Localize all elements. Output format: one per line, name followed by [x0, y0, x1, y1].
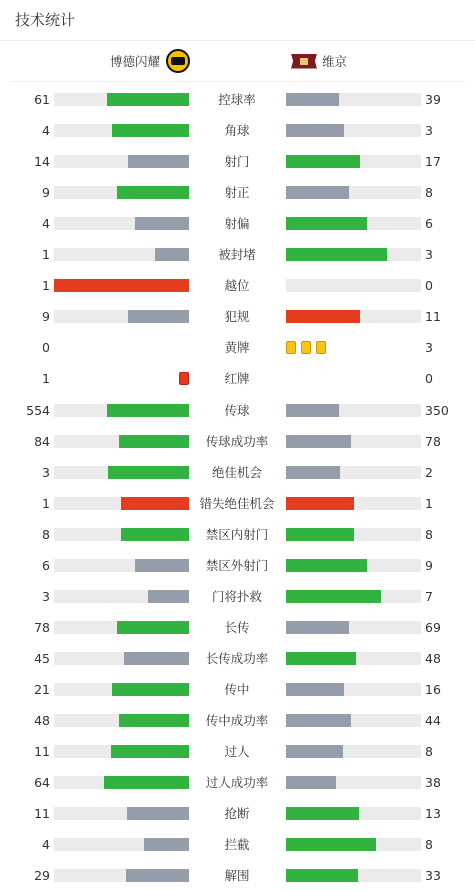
away-stat-bar-fill — [286, 155, 360, 168]
home-stat-bar-fill — [117, 621, 189, 634]
away-stat-bar-fill — [286, 590, 381, 603]
stat-label: 角球 — [224, 123, 250, 139]
stat-row — [0, 488, 475, 519]
home-stat-bar-fill — [126, 869, 189, 882]
away-stat-bar-fill — [286, 714, 351, 727]
home-cards — [174, 372, 189, 385]
away-stat-bar-fill — [286, 124, 344, 137]
away-stat-bar-fill — [286, 807, 359, 820]
away-stat-bar — [286, 93, 421, 106]
home-stat-bar — [54, 155, 189, 168]
home-stat-value: 3 — [42, 464, 50, 480]
away-stat-bar — [286, 124, 421, 137]
home-stat-value: 3 — [42, 588, 50, 604]
away-stat-value: 350 — [425, 402, 449, 418]
stat-label: 传中成功率 — [205, 713, 269, 728]
stat-label: 传中 — [224, 681, 250, 697]
away-stat-value: 0 — [425, 278, 433, 294]
stat-row — [0, 208, 475, 239]
home-stat-bar-fill — [135, 217, 189, 230]
home-team-crest-icon — [166, 49, 190, 73]
red-card-icon — [179, 372, 189, 385]
stat-label: 黄牌 — [224, 340, 250, 356]
stat-label: 红牌 — [224, 371, 250, 387]
home-stat-value: 21 — [34, 681, 50, 697]
home-stat-bar — [54, 652, 189, 665]
away-stat-bar — [286, 528, 421, 541]
home-stat-bar-fill — [119, 714, 189, 727]
stat-label: 抢断 — [224, 806, 250, 822]
away-stat-value: 2 — [425, 464, 433, 480]
stat-row — [0, 332, 475, 363]
home-stat-bar — [54, 186, 189, 199]
home-team-name: 博德闪耀 — [109, 54, 160, 69]
home-stat-bar — [54, 807, 189, 820]
away-stat-bar-fill — [286, 93, 339, 106]
away-stat-value: 8 — [425, 837, 433, 853]
away-stat-bar — [286, 466, 421, 479]
home-stat-bar — [54, 745, 189, 758]
stat-row — [0, 612, 475, 643]
home-stat-value: 4 — [42, 216, 50, 232]
away-team-crest-icon — [291, 54, 317, 69]
home-stat-value: 29 — [34, 868, 50, 884]
home-stat-bar-fill — [148, 590, 189, 603]
stat-label: 禁区外射门 — [205, 557, 269, 573]
home-stat-bar-fill — [127, 807, 189, 820]
away-stat-value: 3 — [425, 247, 433, 263]
home-stat-value: 1 — [42, 247, 50, 263]
away-stat-bar — [286, 217, 421, 230]
stat-label: 长传 — [224, 619, 250, 635]
home-stat-value: 8 — [42, 526, 50, 542]
away-stat-value: 13 — [425, 806, 441, 822]
home-stat-bar — [54, 621, 189, 634]
stat-row — [0, 363, 475, 394]
away-stat-bar — [286, 714, 421, 727]
away-stat-bar-fill — [286, 186, 349, 199]
away-stat-value: 8 — [425, 744, 433, 760]
stat-label: 门将扑救 — [211, 588, 262, 604]
away-stat-value: 6 — [425, 216, 433, 232]
away-team — [291, 49, 347, 73]
away-stat-bar — [286, 559, 421, 572]
away-stat-value: 0 — [425, 371, 433, 387]
away-stat-bar — [286, 497, 421, 510]
away-stat-value: 69 — [425, 619, 441, 635]
home-stat-bar-fill — [112, 683, 189, 696]
home-stat-value: 11 — [34, 806, 50, 822]
stat-row — [0, 395, 475, 426]
home-stat-value: 4 — [42, 837, 50, 853]
home-stat-bar — [54, 869, 189, 882]
home-stat-value: 9 — [42, 309, 50, 325]
stat-row — [0, 457, 475, 488]
home-stat-bar-fill — [144, 838, 189, 851]
home-stat-value: 6 — [42, 557, 50, 573]
home-stat-value: 84 — [34, 433, 50, 449]
stat-label: 拦截 — [224, 837, 250, 853]
stat-row — [0, 829, 475, 860]
away-stat-value: 44 — [425, 713, 441, 728]
home-stat-bar — [54, 590, 189, 603]
away-stat-value: 78 — [425, 433, 441, 449]
stat-row — [0, 177, 475, 208]
away-stat-value: 38 — [425, 775, 441, 791]
stat-label: 控球率 — [218, 92, 256, 107]
away-stat-bar — [286, 745, 421, 758]
stat-label: 过人成功率 — [205, 775, 269, 791]
stat-row — [0, 84, 475, 115]
home-stat-value: 11 — [34, 744, 50, 760]
home-stat-bar-fill — [128, 310, 189, 323]
away-stat-value: 8 — [425, 526, 433, 542]
away-stat-value: 9 — [425, 557, 433, 573]
stat-label: 解围 — [224, 868, 250, 884]
away-stat-value: 3 — [425, 123, 433, 139]
away-team-name: 维京 — [322, 54, 348, 69]
home-stat-bar — [54, 559, 189, 572]
home-stat-bar — [54, 279, 189, 292]
away-stat-bar — [286, 590, 421, 603]
home-stat-bar-fill — [111, 745, 189, 758]
home-stat-value: 4 — [42, 123, 50, 139]
away-stat-bar-fill — [286, 776, 336, 789]
away-stat-bar — [286, 186, 421, 199]
away-stat-bar-fill — [286, 248, 387, 261]
home-stat-bar — [54, 93, 189, 106]
stat-label: 被封堵 — [218, 247, 256, 263]
home-stat-bar — [54, 404, 189, 417]
home-stat-bar — [54, 124, 189, 137]
home-stat-bar — [54, 466, 189, 479]
stat-label: 过人 — [224, 744, 250, 760]
away-stat-value: 3 — [425, 340, 433, 356]
away-stat-bar — [286, 683, 421, 696]
stat-row — [0, 519, 475, 550]
stat-label: 射偏 — [224, 216, 250, 232]
away-stat-bar-fill — [286, 838, 376, 851]
home-stat-bar — [54, 838, 189, 851]
stat-label: 传球成功率 — [205, 433, 269, 449]
away-stat-value: 11 — [425, 309, 441, 325]
stat-row — [0, 767, 475, 798]
away-stat-value: 33 — [425, 868, 441, 884]
stat-row — [0, 550, 475, 581]
away-stat-bar — [286, 621, 421, 634]
away-stat-value: 7 — [425, 588, 433, 604]
away-stat-bar — [286, 404, 421, 417]
stat-row — [0, 581, 475, 612]
teams-row — [10, 41, 465, 82]
away-stat-bar-fill — [286, 217, 367, 230]
home-stat-value: 14 — [34, 154, 50, 170]
home-stat-bar — [54, 776, 189, 789]
away-stat-bar-fill — [286, 497, 354, 510]
stat-row — [0, 239, 475, 270]
away-stat-bar-fill — [286, 621, 349, 634]
home-stat-bar-fill — [128, 155, 189, 168]
home-stat-bar — [54, 217, 189, 230]
home-stat-value: 61 — [34, 92, 50, 107]
home-stat-value: 1 — [42, 371, 50, 387]
away-stat-bar-fill — [286, 869, 358, 882]
away-stat-bar-fill — [286, 528, 354, 541]
stat-row — [0, 115, 475, 146]
home-stat-bar-fill — [121, 528, 189, 541]
stat-row — [0, 860, 475, 891]
stat-row — [0, 643, 475, 674]
away-stat-bar — [286, 869, 421, 882]
home-stat-value: 1 — [42, 278, 50, 294]
home-stat-bar — [54, 683, 189, 696]
home-stat-value: 45 — [34, 650, 50, 666]
away-stat-bar — [286, 279, 421, 292]
home-stat-bar-fill — [121, 497, 189, 510]
stat-row — [0, 270, 475, 301]
home-stat-bar-fill — [107, 93, 189, 106]
home-stat-bar-fill — [54, 279, 189, 292]
home-stat-value: 554 — [26, 402, 50, 418]
away-stat-bar-fill — [286, 745, 343, 758]
home-stat-bar-fill — [155, 248, 189, 261]
away-stat-bar — [286, 652, 421, 665]
home-stat-value: 64 — [34, 775, 50, 791]
stat-row — [0, 146, 475, 177]
away-stat-value: 48 — [425, 650, 441, 666]
stat-row — [0, 674, 475, 705]
home-stat-bar-fill — [112, 124, 189, 137]
home-stat-bar-fill — [108, 466, 189, 479]
home-stat-value: 0 — [42, 340, 50, 356]
home-stat-bar — [54, 714, 189, 727]
away-stat-value: 16 — [425, 681, 441, 697]
yellow-card-icon — [286, 341, 296, 354]
stat-label: 射门 — [224, 154, 250, 170]
home-team — [110, 49, 190, 73]
stat-label: 犯规 — [224, 309, 250, 325]
home-stat-bar — [54, 248, 189, 261]
stat-row — [0, 705, 475, 736]
stat-row — [0, 426, 475, 457]
away-stat-value: 1 — [425, 495, 433, 511]
away-stat-bar-fill — [286, 466, 340, 479]
home-stat-value: 78 — [34, 619, 50, 635]
away-stat-bar-fill — [286, 435, 351, 448]
stat-label: 绝佳机会 — [211, 464, 262, 480]
home-stat-bar-fill — [117, 186, 189, 199]
away-stat-value: 39 — [425, 92, 441, 107]
away-stat-bar — [286, 435, 421, 448]
away-stat-bar — [286, 310, 421, 323]
away-stat-bar-fill — [286, 310, 360, 323]
home-stat-bar — [54, 528, 189, 541]
home-stat-bar-fill — [135, 559, 189, 572]
away-stat-bar — [286, 838, 421, 851]
away-stat-bar — [286, 776, 421, 789]
home-stat-bar — [54, 435, 189, 448]
stat-label: 越位 — [224, 278, 250, 294]
away-stat-value: 8 — [425, 185, 433, 201]
stat-row — [0, 736, 475, 767]
home-stat-bar-fill — [119, 435, 189, 448]
away-stat-bar-fill — [286, 683, 344, 696]
home-stat-value: 1 — [42, 495, 50, 511]
stat-label: 传球 — [224, 402, 250, 418]
home-stat-value: 48 — [34, 713, 50, 728]
stat-label: 长传成功率 — [205, 650, 269, 666]
home-stat-bar — [54, 310, 189, 323]
stat-label: 射正 — [224, 185, 250, 201]
stat-label: 错失绝佳机会 — [199, 495, 275, 511]
away-stat-bar — [286, 248, 421, 261]
home-stat-value: 9 — [42, 185, 50, 201]
away-stat-value: 17 — [425, 154, 441, 170]
home-stat-bar-fill — [124, 652, 189, 665]
away-stat-bar-fill — [286, 652, 356, 665]
away-stat-bar — [286, 807, 421, 820]
yellow-card-icon — [316, 341, 326, 354]
away-cards — [286, 341, 331, 354]
yellow-card-icon — [301, 341, 311, 354]
stat-row — [0, 798, 475, 829]
away-stat-bar-fill — [286, 404, 339, 417]
home-stat-bar-fill — [107, 404, 189, 417]
home-stat-bar-fill — [104, 776, 189, 789]
stat-row — [0, 301, 475, 332]
away-stat-bar — [286, 155, 421, 168]
page-title: 技术统计 — [15, 11, 76, 29]
stat-label: 禁区内射门 — [205, 526, 269, 542]
away-stat-bar-fill — [286, 559, 367, 572]
home-stat-bar — [54, 497, 189, 510]
page-header — [0, 0, 475, 41]
